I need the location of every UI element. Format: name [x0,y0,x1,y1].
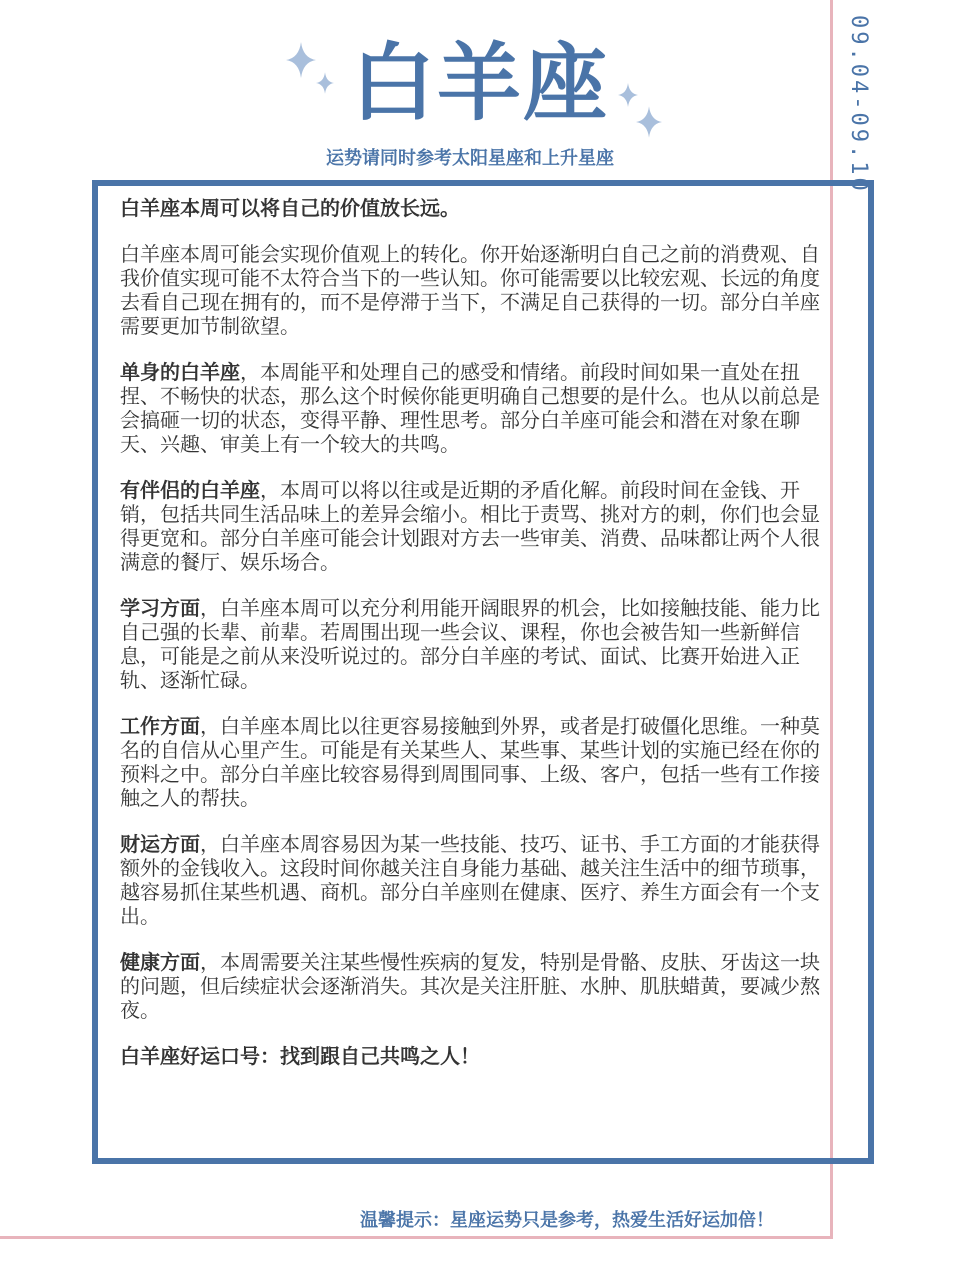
section-text: ，本周可以将以往或是近期的矛盾化解。前段时间在金钱、开销，包括共同生活品味上的差异会缩小。相比于责骂、挑对方的刺，你们也会显得更宽和。部分白羊座可能会计划跟对方去一些审美、消费、品味都让两个人很满意的餐厅、娱乐场合。 [120,478,820,574]
section-health [120,950,820,1022]
section-label: 有伴侣的白羊座 [120,478,260,502]
section-text: ，白羊座本周比以往更容易接触到外界，或者是打破僵化思维。一种莫名的自信从心里产生。可能是有关某些人、某些事、某些计划的实施已经在你的预料之中。部分白羊座比较容易得到周围同事、上级、客户，包括一些有工作接触之人的帮扶。 [120,714,820,810]
section-label: 健康方面 [120,950,200,974]
sparkle-star-icon [618,82,638,108]
intro-paragraph: 白羊座本周可能会实现价值观上的转化。你开始逐渐明白自己之前的消费观、自我价值实现可能不太符合当下的一些认知。你可能需要以比较宏观、长远的角度去看自己现在拥有的，而不是停滞于当下，不满足自己获得的一切。部分白羊座需要更加节制欲望。 [120,242,820,338]
section-study [120,596,820,692]
pink-horizontal-line [0,1236,833,1239]
footer-tip: 温馨提示：星座运势只是参考，热爱生活好运加倍！ [360,1210,774,1231]
section-label: 单身的白羊座 [120,360,240,384]
headline: 白羊座本周可以将自己的价值放长远。 [120,196,460,220]
section-wealth [120,832,820,928]
section-text: ，本周需要关注某些慢性疾病的复发，特别是骨骼、皮肤、牙齿这一块的问题，但后续症状会逐渐消失。其次是关注肝脏、水肿、肌肤蜡黄，要减少熬夜。 [120,950,820,1022]
section-label: 工作方面 [120,714,200,738]
section-label: 学习方面 [120,596,200,620]
page-title: 白羊座 [350,34,609,132]
date-range: 09.04-09.10 [846,15,871,194]
section-couple [120,478,820,574]
sparkle-star-icon [636,106,662,138]
lucky-slogan: 白羊座好运口号：找到跟自己共鸣之人！ [120,1044,480,1068]
sparkle-star-icon [286,42,316,78]
subtitle: 运势请同时参考太阳星座和上升星座 [326,148,614,169]
section-text: ，白羊座本周容易因为某一些技能、技巧、证书、手工方面的才能获得额外的金钱收入。这段时间你越关注自身能力基础、越关注生活中的细节琐事，越容易抓住某些机遇、商机。部分白羊座则在健康、医疗、养生方面会有一个支出。 [120,832,820,928]
section-label: 财运方面 [120,832,200,856]
sparkle-star-icon [316,72,334,94]
horoscope-content [120,196,820,1090]
section-text: ，白羊座本周可以充分利用能开阔眼界的机会，比如接触技能、能力比自己强的长辈、前辈。若周围出现一些会议、课程，你也会被告知一些新鲜信息，可能是之前从来没听说过的。部分白羊座的考试、面试、比赛开始进入正轨、逐渐忙碌。 [120,596,820,692]
section-text: ，本周能平和处理自己的感受和情绪。前段时间如果一直处在扭捏、不畅快的状态，那么这个时候你能更明确自己想要的是什么。也从以前总是会搞砸一切的状态，变得平静、理性思考。部分白羊座可能会和潜在对象在聊天、兴趣、审美上有一个较大的共鸣。 [120,360,820,456]
section-work [120,714,820,810]
section-single [120,360,820,456]
